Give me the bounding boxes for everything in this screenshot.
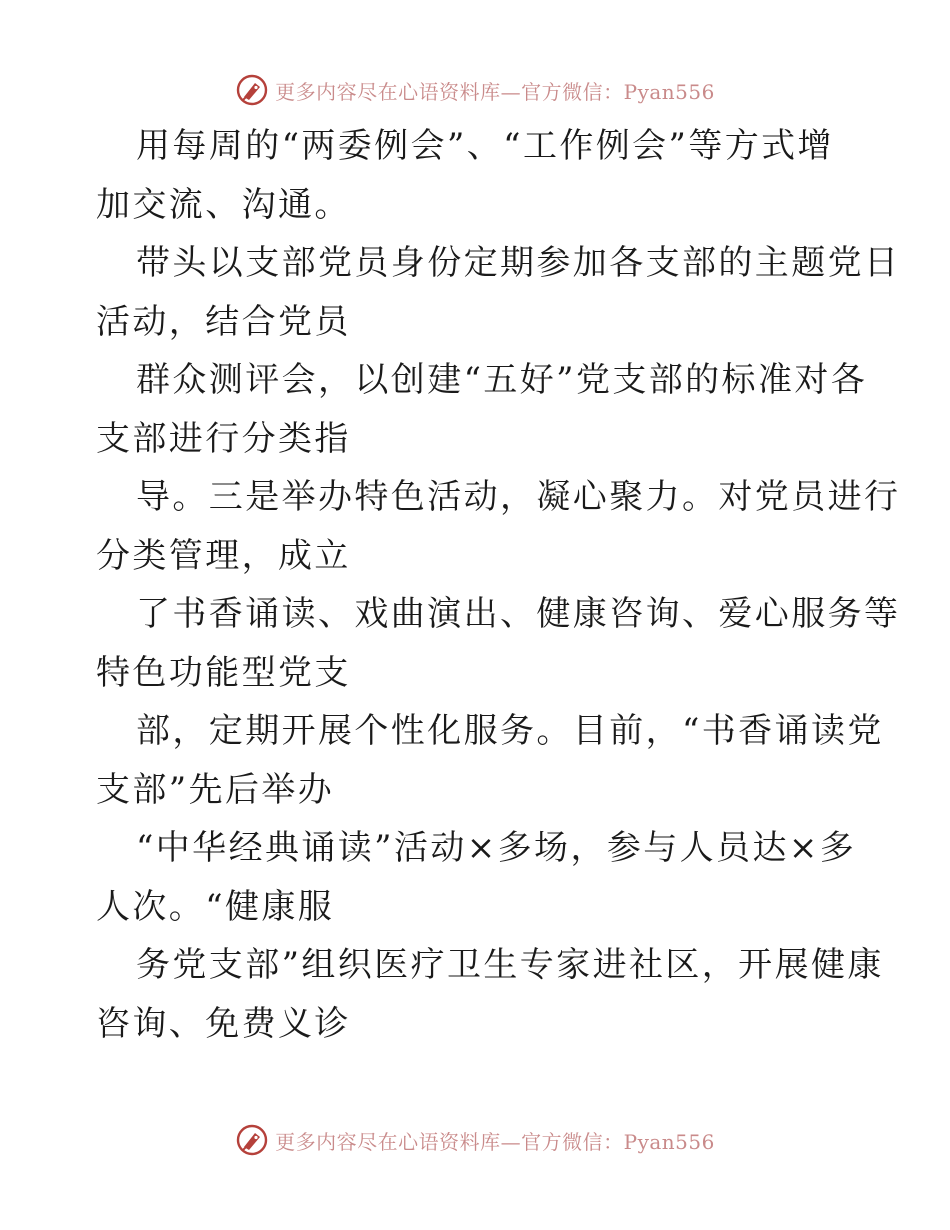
body-line: 咨询、免费义诊	[96, 1003, 351, 1044]
banner-text: 更多内容尽在心语资料库—官方微信：Pyan556	[275, 1129, 715, 1154]
document-body	[96, 117, 901, 1053]
body-line: 分类管理，成立	[96, 535, 351, 576]
body-line: 带头以支部党员身份定期参加各支部的主题党日	[136, 243, 901, 283]
body-line: 了书香诵读、戏曲演出、健康咨询、爱心服务等	[136, 594, 901, 634]
body-line: 群众测评会，以创建“五好”党支部的标准对各	[136, 360, 868, 400]
body-line: 特色功能型党支	[96, 652, 351, 693]
body-line: 部，定期开展个性化服务。目前，“书香诵读党	[136, 711, 884, 751]
body-line: 活动，结合党员	[96, 301, 351, 342]
banner-text: 更多内容尽在心语资料库—官方微信：Pyan556	[275, 79, 715, 104]
body-line: 支部进行分类指	[96, 418, 351, 459]
body-line: 务党支部”组织医疗卫生专家进社区，开展健康	[136, 945, 884, 985]
body-line: 支部”先后举办	[96, 769, 335, 810]
header-banner	[0, 70, 950, 110]
body-line: 用每周的“两委例会”、“工作例会”等方式增	[136, 126, 834, 166]
body-line: 加交流、沟通。	[96, 184, 351, 225]
body-line: “中华经典诵读”活动×多场，参与人员达×多	[136, 828, 857, 868]
body-line: 导。三是举办特色活动，凝心聚力。对党员进行	[136, 477, 901, 517]
pen-nib-logo-icon	[235, 1123, 269, 1157]
pen-nib-logo-icon	[235, 73, 269, 107]
footer-banner	[0, 1120, 950, 1160]
body-line: 人次。“健康服	[96, 886, 335, 927]
